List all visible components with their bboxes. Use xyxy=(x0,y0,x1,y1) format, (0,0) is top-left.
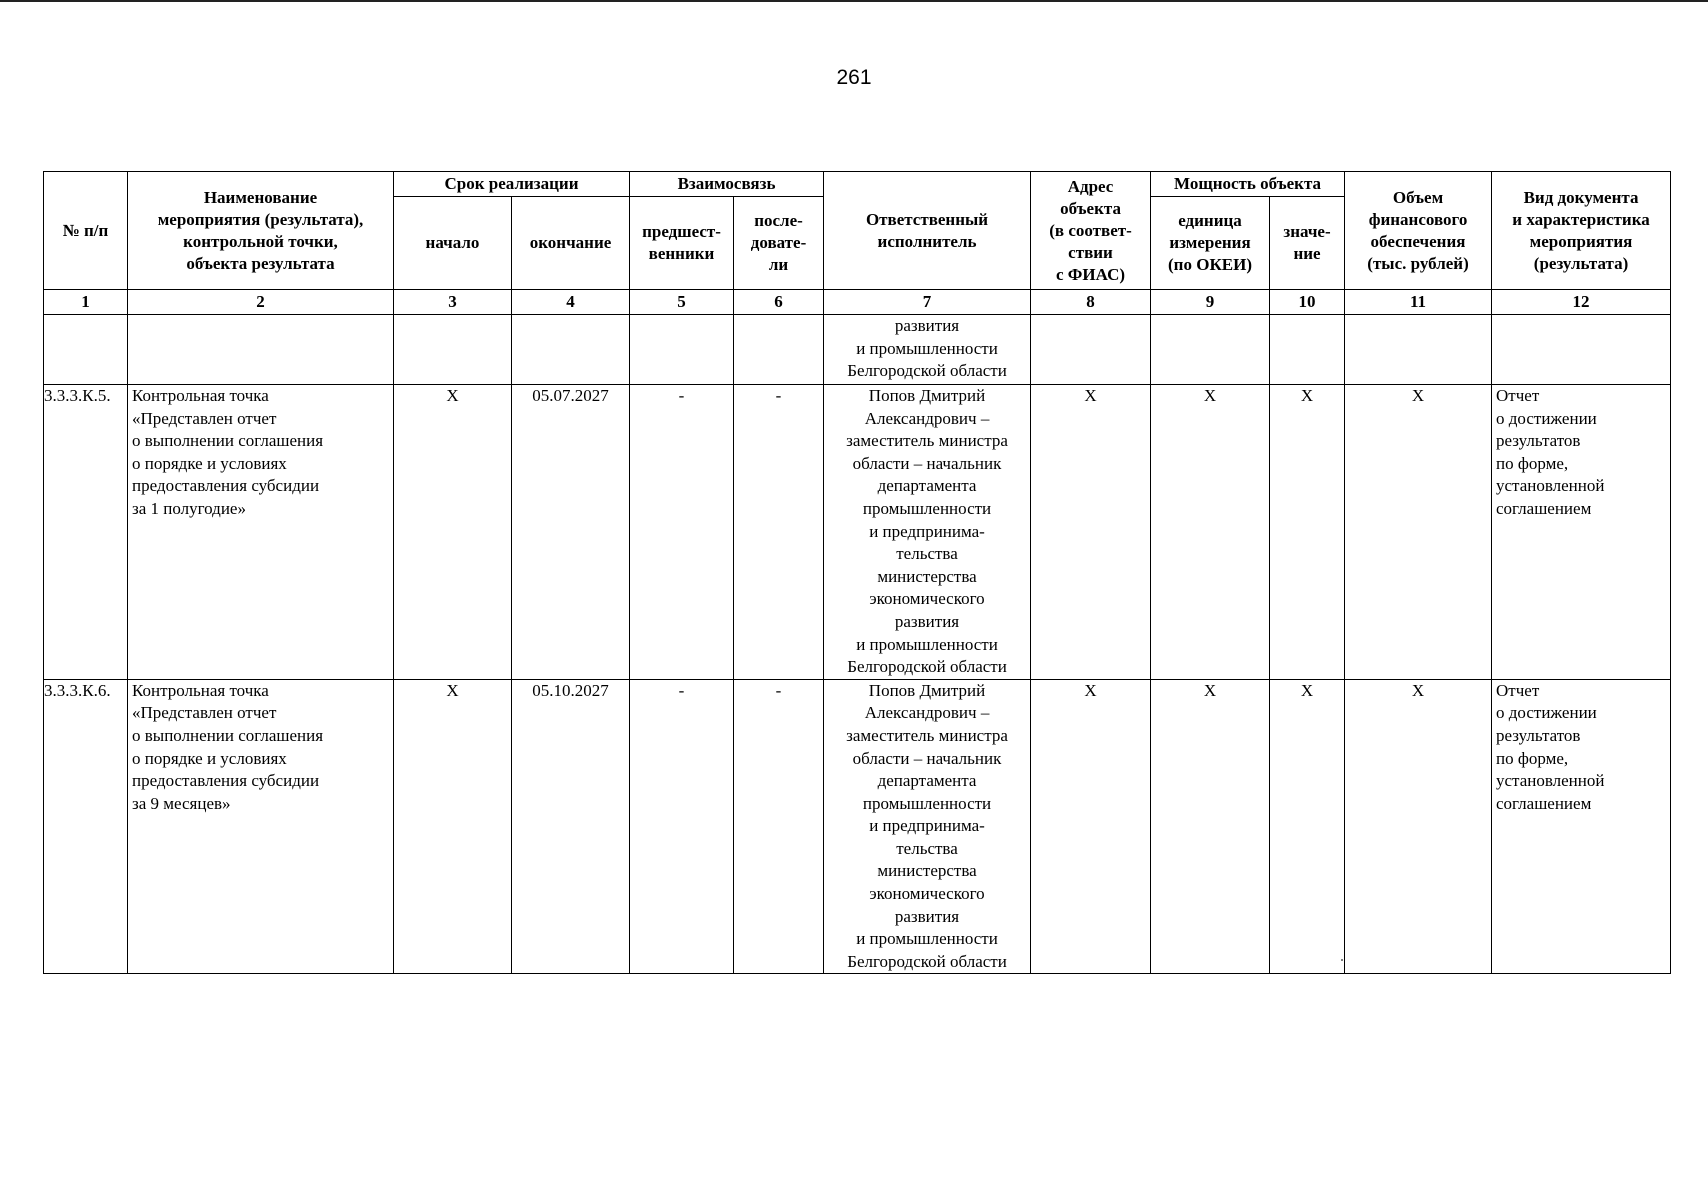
row-finance: X xyxy=(1345,385,1492,680)
row-responsible xyxy=(824,385,1031,680)
text-line: после- xyxy=(754,211,803,230)
text-line: Контрольная точка xyxy=(132,386,269,405)
text-line: Наименование xyxy=(203,187,318,207)
header-col-7 xyxy=(824,172,1031,290)
column-number: 11 xyxy=(1345,290,1492,315)
text-line: Александрович – xyxy=(864,408,990,428)
text-line: «Представлен отчет xyxy=(132,408,277,428)
row-name xyxy=(128,679,394,974)
text-line: объекта результата xyxy=(186,253,335,273)
empty-cell xyxy=(128,315,394,385)
text-line: довате- xyxy=(750,233,807,252)
table-row xyxy=(44,385,1671,680)
responsible-cell xyxy=(824,315,1031,385)
text-line: Попов Дмитрий xyxy=(868,680,986,700)
row-value: X xyxy=(1270,679,1345,974)
header-col-6 xyxy=(734,197,824,290)
column-number: 7 xyxy=(824,290,1031,315)
empty-cell xyxy=(44,315,128,385)
continuation-row xyxy=(44,315,1671,385)
column-number: 3 xyxy=(394,290,512,315)
text-line: Александрович – xyxy=(864,703,990,723)
text-line: (в соответ- xyxy=(1049,220,1132,240)
column-number: 6 xyxy=(734,290,824,315)
row-start: X xyxy=(394,679,512,974)
text-line: за 9 месяцев» xyxy=(132,793,231,813)
text-line: и предпринима- xyxy=(869,816,985,836)
scan-top-edge xyxy=(0,0,1708,2)
text-line: заместитель министра xyxy=(846,725,1008,745)
text-line: министерства xyxy=(877,861,977,881)
text-line: Белгородской области xyxy=(847,361,1007,381)
text-line: финансового xyxy=(1368,209,1468,229)
column-number: 5 xyxy=(630,290,734,315)
text-line: о порядке и условиях xyxy=(132,453,287,473)
text-line: с ФИАС) xyxy=(1056,264,1126,284)
header-col-12 xyxy=(1492,172,1671,290)
empty-cell xyxy=(1345,315,1492,385)
column-number: 10 xyxy=(1270,290,1345,315)
text-line: результатов xyxy=(1496,431,1581,451)
empty-cell xyxy=(734,315,824,385)
row-address: X xyxy=(1031,679,1151,974)
row-address: X xyxy=(1031,385,1151,680)
text-line: Попов Дмитрий xyxy=(868,386,986,405)
row-document xyxy=(1492,679,1671,974)
text-line: и предпринима- xyxy=(869,521,985,541)
text-line: (результата) xyxy=(1533,253,1629,273)
text-line: экономического xyxy=(869,589,985,609)
text-line: ние xyxy=(1293,244,1321,263)
text-line: о выполнении соглашения xyxy=(132,725,324,745)
header-col-11 xyxy=(1345,172,1492,290)
column-number: 1 xyxy=(44,290,128,315)
row-unit: X xyxy=(1151,679,1270,974)
text-line: Отчет xyxy=(1496,680,1540,700)
text-line: обеспечения xyxy=(1370,231,1466,251)
text-line: области – начальник xyxy=(852,748,1002,768)
header-group-relation: Взаимосвязь xyxy=(630,172,824,197)
text-line: объекта xyxy=(1060,198,1121,218)
text-line: и промышленности xyxy=(856,634,998,654)
text-line: Ответственный xyxy=(865,209,989,229)
row-unit: X xyxy=(1151,385,1270,680)
row-value: X xyxy=(1270,385,1345,680)
empty-cell xyxy=(512,315,630,385)
text-line: развития xyxy=(894,906,960,926)
text-line: «Представлен отчет xyxy=(132,703,277,723)
text-line: по форме, xyxy=(1496,748,1569,768)
page-number: 261 xyxy=(836,66,872,89)
scan-speck xyxy=(1341,959,1343,961)
text-line: Адрес xyxy=(1067,176,1114,196)
header-col-2 xyxy=(128,172,394,290)
text-line: о порядке и условиях xyxy=(132,748,287,768)
text-line: предоставления субсидии xyxy=(132,476,320,496)
header-col-3: начало xyxy=(394,197,512,290)
text-line: контрольной точки, xyxy=(183,231,338,251)
text-line: тельства xyxy=(896,544,958,564)
text-line: промышленности xyxy=(862,498,992,518)
text-line: мероприятия xyxy=(1529,231,1633,251)
header-col-9 xyxy=(1151,197,1270,290)
row-predecessors: - xyxy=(630,679,734,974)
text-line: и промышленности xyxy=(856,338,998,358)
text-line: исполнитель xyxy=(877,231,977,251)
column-number: 9 xyxy=(1151,290,1270,315)
plan-table xyxy=(43,171,1671,974)
header-col-1: № п/п xyxy=(44,172,128,290)
empty-cell xyxy=(1492,315,1671,385)
text-line: и характеристика xyxy=(1512,209,1650,229)
text-line: развития xyxy=(894,316,960,335)
row-successors: - xyxy=(734,385,824,680)
header-col-10 xyxy=(1270,197,1345,290)
row-name xyxy=(128,385,394,680)
text-line: ли xyxy=(768,255,789,274)
text-line: области – начальник xyxy=(852,453,1002,473)
text-line: о выполнении соглашения xyxy=(132,431,324,451)
text-line: установленной xyxy=(1496,771,1605,791)
text-line: ствии xyxy=(1068,242,1113,262)
text-line: измерения xyxy=(1169,233,1251,252)
text-line: департамента xyxy=(877,476,977,496)
column-number: 4 xyxy=(512,290,630,315)
text-line: единица xyxy=(1178,211,1242,230)
empty-cell xyxy=(394,315,512,385)
column-number: 12 xyxy=(1492,290,1671,315)
header-group-capacity: Мощность объекта xyxy=(1151,172,1345,197)
text-line: экономического xyxy=(869,884,985,904)
text-line: заместитель министра xyxy=(846,431,1008,451)
row-document xyxy=(1492,385,1671,680)
column-number: 8 xyxy=(1031,290,1151,315)
text-line: мероприятия (результата), xyxy=(157,209,364,229)
row-code: 3.3.3.К.5. xyxy=(44,385,128,680)
header-col-5 xyxy=(630,197,734,290)
row-code: 3.3.3.К.6. xyxy=(44,679,128,974)
text-line: (по ОКЕИ) xyxy=(1168,255,1252,274)
text-line: соглашением xyxy=(1496,793,1592,813)
text-line: Отчет xyxy=(1496,386,1540,405)
text-line: предоставления субсидии xyxy=(132,771,320,791)
text-line: министерства xyxy=(877,566,977,586)
text-line: за 1 полугодие» xyxy=(132,498,246,518)
text-line: развития xyxy=(894,611,960,631)
text-line: Белгородской области xyxy=(847,951,1007,971)
text-line: установленной xyxy=(1496,476,1605,496)
table-row xyxy=(44,679,1671,974)
row-finance: X xyxy=(1345,679,1492,974)
text-line: предшест- xyxy=(642,222,721,241)
text-line: значе- xyxy=(1283,222,1331,241)
text-line: и промышленности xyxy=(856,929,998,949)
header-group-term: Срок реализации xyxy=(394,172,630,197)
text-line: о достижении xyxy=(1496,408,1597,428)
text-line: Контрольная точка xyxy=(132,680,269,700)
empty-cell xyxy=(1151,315,1270,385)
text-line: промышленности xyxy=(862,793,992,813)
header-col-8 xyxy=(1031,172,1151,290)
row-successors: - xyxy=(734,679,824,974)
row-responsible xyxy=(824,679,1031,974)
column-number: 2 xyxy=(128,290,394,315)
row-end: 05.10.2027 xyxy=(512,679,630,974)
text-line: о достижении xyxy=(1496,703,1597,723)
empty-cell xyxy=(630,315,734,385)
text-line: результатов xyxy=(1496,725,1581,745)
text-line: по форме, xyxy=(1496,453,1569,473)
text-line: венники xyxy=(648,244,715,263)
header-col-4: окончание xyxy=(512,197,630,290)
row-end: 05.07.2027 xyxy=(512,385,630,680)
empty-cell xyxy=(1031,315,1151,385)
text-line: Белгородской области xyxy=(847,657,1007,677)
text-line: Объем xyxy=(1392,187,1444,207)
text-line: соглашением xyxy=(1496,498,1592,518)
text-line: тельства xyxy=(896,838,958,858)
row-start: X xyxy=(394,385,512,680)
text-line: департамента xyxy=(877,771,977,791)
empty-cell xyxy=(1270,315,1345,385)
text-line: Вид документа xyxy=(1523,187,1639,207)
text-line: (тыс. рублей) xyxy=(1367,253,1469,273)
row-predecessors: - xyxy=(630,385,734,680)
